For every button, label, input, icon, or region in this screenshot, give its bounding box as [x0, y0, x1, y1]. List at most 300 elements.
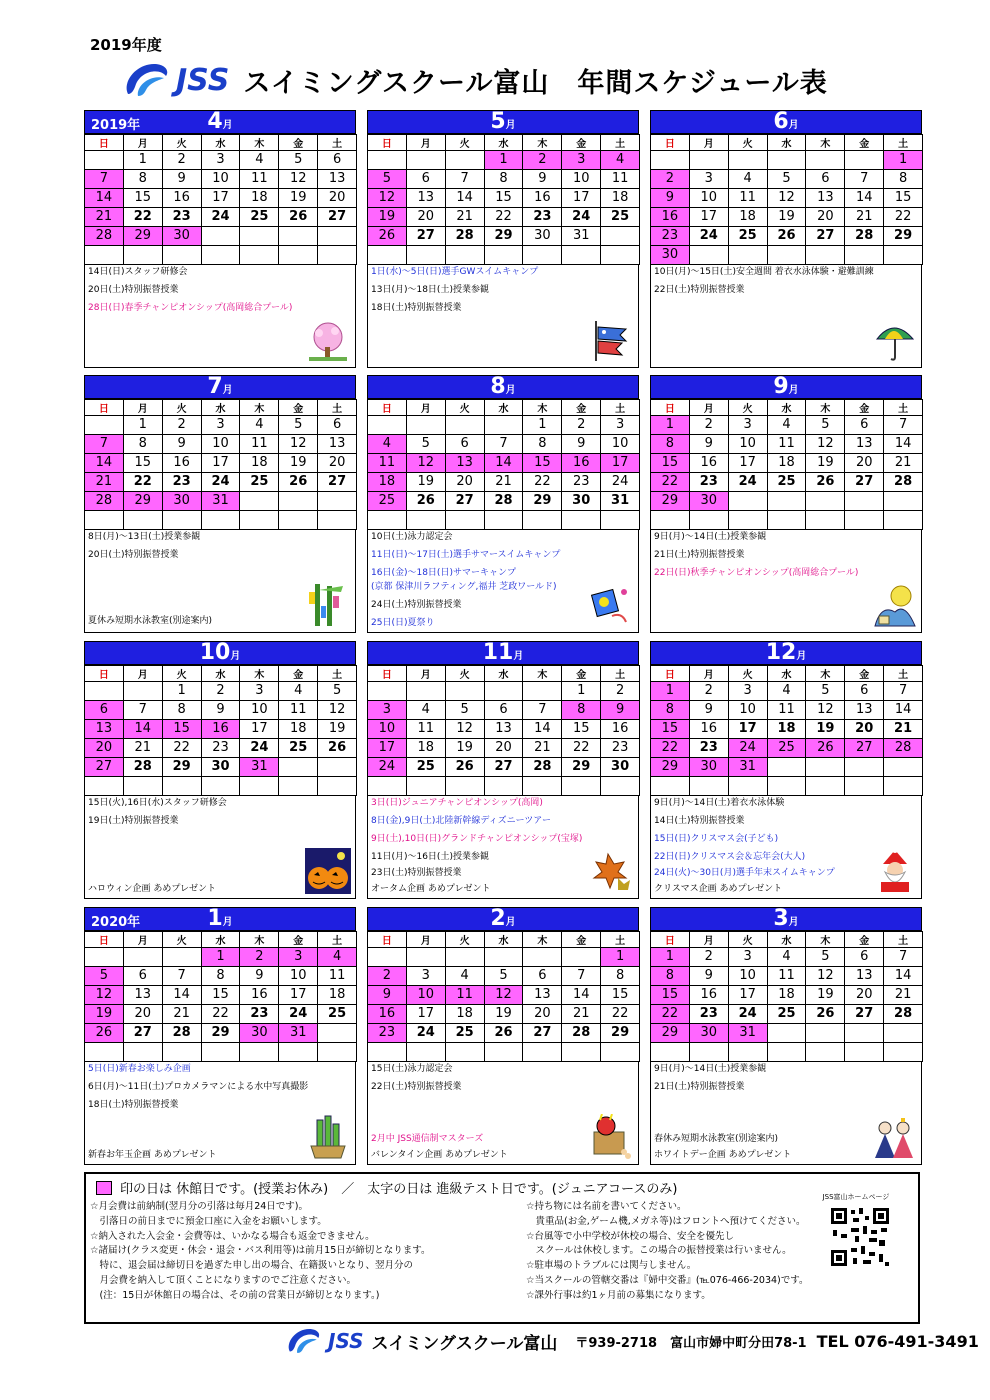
- week-row: [85, 208, 357, 227]
- day-cell: 21: [884, 986, 923, 1005]
- day-cell: [406, 246, 445, 265]
- day-cell: [767, 246, 806, 265]
- day-cell: 12: [279, 170, 318, 189]
- weekday-header: 火: [445, 932, 484, 948]
- day-cell: 10: [240, 701, 279, 720]
- day-cell: 6: [523, 967, 562, 986]
- day-cell: 13: [845, 435, 884, 454]
- day-cell: 4: [601, 151, 640, 170]
- month-header: [650, 110, 922, 134]
- day-cell: [368, 682, 407, 701]
- week-row: [651, 1005, 923, 1024]
- day-cell: 18: [767, 986, 806, 1005]
- day-cell: 26: [279, 208, 318, 227]
- month-day-table: [367, 399, 640, 530]
- day-cell: 16: [689, 454, 728, 473]
- day-cell: 8: [123, 435, 162, 454]
- weekday-header: 金: [562, 932, 601, 948]
- day-cell: 21: [162, 1005, 201, 1024]
- day-cell: 4: [368, 435, 407, 454]
- day-cell: 16: [523, 189, 562, 208]
- homepage-qr-code[interactable]: [822, 1192, 894, 1276]
- month-header: [367, 907, 639, 931]
- day-cell: 16: [368, 1005, 407, 1024]
- day-cell: [406, 511, 445, 530]
- day-cell: 16: [689, 986, 728, 1005]
- day-cell: 24: [406, 1024, 445, 1043]
- day-cell: [845, 246, 884, 265]
- day-cell: 13: [406, 189, 445, 208]
- event-note: 18日(土)特別振替授業: [371, 303, 462, 313]
- day-cell: [689, 1043, 728, 1062]
- weekday-header: 金: [845, 135, 884, 151]
- day-cell: 19: [445, 739, 484, 758]
- day-cell: [728, 511, 767, 530]
- day-cell: 18: [601, 189, 640, 208]
- day-cell: 27: [85, 758, 124, 777]
- week-row: [368, 967, 640, 986]
- day-cell: 23: [162, 473, 201, 492]
- day-cell: 19: [806, 986, 845, 1005]
- weekday-header: 土: [884, 400, 923, 416]
- rule-line: 特に、退会届は締切日を過ぎた申し出の場合、在籍扱いとなり、翌月分の: [90, 1260, 414, 1272]
- month-day-table: [84, 665, 357, 796]
- day-cell: 27: [845, 473, 884, 492]
- day-cell: [240, 246, 279, 265]
- day-cell: 17: [728, 986, 767, 1005]
- weekday-header: 月: [123, 400, 162, 416]
- day-cell: [123, 511, 162, 530]
- month-number: 6月: [773, 109, 799, 134]
- day-cell: 20: [318, 189, 357, 208]
- month-calendar-4: [84, 110, 356, 368]
- day-cell: 26: [279, 473, 318, 492]
- event-note: 16日(金)～18日(日)サマーキャンプ: [371, 568, 516, 578]
- day-cell: 20: [845, 454, 884, 473]
- autumn-leaves-icon: [588, 848, 634, 894]
- day-cell: 18: [368, 473, 407, 492]
- day-cell: 19: [279, 189, 318, 208]
- week-row: [368, 511, 640, 530]
- day-cell: [484, 246, 523, 265]
- day-cell: 4: [767, 948, 806, 967]
- day-cell: 20: [123, 1005, 162, 1024]
- day-cell: [406, 416, 445, 435]
- day-cell: 29: [484, 227, 523, 246]
- day-cell: [484, 777, 523, 796]
- week-row: [85, 454, 357, 473]
- event-note: 22日(土)特別振替授業: [654, 285, 745, 295]
- day-cell: 3: [728, 948, 767, 967]
- day-cell: 28: [123, 758, 162, 777]
- event-note: 15日(火),16日(水)スタッフ研修会: [88, 798, 227, 808]
- day-cell: 10: [201, 170, 240, 189]
- day-cell: 19: [406, 473, 445, 492]
- day-cell: 5: [406, 435, 445, 454]
- event-note: 8日(金),9日(土)北陸新幹線ディズニーツアー: [371, 816, 552, 826]
- day-cell: 22: [562, 739, 601, 758]
- event-note: 6日(月)～11日(土)プロカメラマンによる水中写真撮影: [88, 1082, 309, 1092]
- weekday-header: 火: [728, 666, 767, 682]
- day-cell: 21: [123, 739, 162, 758]
- day-cell: 11: [279, 701, 318, 720]
- day-cell: 17: [368, 739, 407, 758]
- footer-school-name: スイミングスクール富山: [371, 1333, 558, 1354]
- month-number: 11月: [482, 640, 524, 665]
- week-row: [651, 720, 923, 739]
- day-cell: 26: [806, 1005, 845, 1024]
- week-row: [651, 492, 923, 511]
- day-cell: 8: [562, 701, 601, 720]
- day-cell: [884, 1043, 923, 1062]
- day-cell: 5: [279, 151, 318, 170]
- day-cell: 31: [279, 1024, 318, 1043]
- day-cell: [689, 151, 728, 170]
- week-row: [368, 151, 640, 170]
- day-cell: 7: [162, 967, 201, 986]
- day-cell: 1: [201, 948, 240, 967]
- day-cell: 9: [162, 170, 201, 189]
- month-number: 7月: [207, 374, 233, 399]
- event-note: 15日(土)泳力認定会: [371, 1064, 453, 1074]
- day-cell: 19: [85, 1005, 124, 1024]
- month-number: 4月: [207, 109, 233, 134]
- day-cell: 26: [368, 227, 407, 246]
- footer-phone[interactable]: TEL 076-491-3491: [816, 1331, 979, 1351]
- event-note: 1日(水)～5日(日)選手GWスイムキャンプ: [371, 267, 539, 277]
- weekday-header: 月: [123, 932, 162, 948]
- day-cell: 15: [123, 189, 162, 208]
- day-cell: 24: [368, 758, 407, 777]
- day-cell: 21: [85, 208, 124, 227]
- day-cell: 18: [767, 454, 806, 473]
- day-cell: 10: [728, 967, 767, 986]
- day-cell: [368, 1043, 407, 1062]
- day-cell: 5: [445, 701, 484, 720]
- month-calendar-6: [650, 110, 922, 368]
- month-notes: [84, 529, 356, 633]
- day-cell: [368, 246, 407, 265]
- day-cell: 9: [601, 701, 640, 720]
- rule-line: ☆当スクールの管轄交番は『婦中交番』(℡076-466-2034)です。: [526, 1274, 809, 1286]
- day-cell: 1: [562, 682, 601, 701]
- day-cell: 13: [123, 986, 162, 1005]
- day-cell: 1: [123, 416, 162, 435]
- day-cell: [445, 246, 484, 265]
- day-cell: 22: [651, 473, 690, 492]
- day-cell: 30: [240, 1024, 279, 1043]
- weekday-header: 水: [484, 932, 523, 948]
- day-cell: 1: [484, 151, 523, 170]
- day-cell: 5: [806, 948, 845, 967]
- month-header: [84, 907, 356, 931]
- event-note: 10日(土)泳力認定会: [371, 532, 453, 542]
- day-cell: [484, 416, 523, 435]
- day-cell: 9: [162, 435, 201, 454]
- week-row: [85, 511, 357, 530]
- day-cell: [651, 511, 690, 530]
- week-row: [85, 227, 357, 246]
- day-cell: 9: [562, 435, 601, 454]
- day-cell: 30: [689, 1024, 728, 1043]
- day-cell: 26: [318, 739, 357, 758]
- week-row: [651, 454, 923, 473]
- day-cell: 23: [240, 1005, 279, 1024]
- day-cell: 5: [279, 416, 318, 435]
- day-cell: 18: [318, 986, 357, 1005]
- day-cell: 30: [523, 227, 562, 246]
- day-cell: 9: [201, 701, 240, 720]
- day-cell: [728, 151, 767, 170]
- week-row: [651, 473, 923, 492]
- month-notes: [367, 264, 639, 368]
- day-cell: 27: [406, 227, 445, 246]
- legend-box: [84, 1172, 920, 1324]
- day-cell: [406, 948, 445, 967]
- weekday-header: 木: [806, 666, 845, 682]
- weekday-header: 月: [689, 932, 728, 948]
- week-row: [651, 208, 923, 227]
- day-cell: 14: [484, 454, 523, 473]
- day-cell: 20: [318, 454, 357, 473]
- day-cell: [445, 948, 484, 967]
- day-cell: [85, 948, 124, 967]
- day-cell: 26: [767, 227, 806, 246]
- day-cell: 25: [240, 208, 279, 227]
- month-number: 8月: [490, 374, 516, 399]
- day-cell: 31: [562, 227, 601, 246]
- cherry-blossom-icon: [305, 317, 351, 363]
- day-cell: 17: [240, 720, 279, 739]
- weekday-header: 土: [318, 135, 357, 151]
- day-cell: 17: [728, 454, 767, 473]
- day-cell: 6: [845, 948, 884, 967]
- day-cell: [318, 758, 357, 777]
- day-cell: [201, 511, 240, 530]
- day-cell: 15: [651, 986, 690, 1005]
- day-cell: 7: [85, 435, 124, 454]
- day-cell: 28: [845, 227, 884, 246]
- rule-line: ☆持ち物には名前を書いてください。: [526, 1201, 687, 1212]
- day-cell: 8: [523, 435, 562, 454]
- day-cell: [884, 758, 923, 777]
- month-number: 12月: [765, 640, 807, 665]
- day-cell: 31: [601, 492, 640, 511]
- day-cell: 7: [484, 435, 523, 454]
- day-cell: [651, 1043, 690, 1062]
- page-header: [120, 58, 828, 102]
- event-note: 9日(土),10日(日)グランドチャンピオンシップ(宝塚): [371, 834, 583, 844]
- day-cell: 27: [845, 1005, 884, 1024]
- weekday-header: 日: [85, 932, 124, 948]
- day-cell: 22: [884, 208, 923, 227]
- month-notes: [84, 1061, 356, 1165]
- day-cell: 1: [162, 682, 201, 701]
- event-note: 10日(月)～15日(土)安全週間 着衣水泳体験・避難訓練: [654, 267, 874, 277]
- day-cell: 28: [884, 473, 923, 492]
- weekday-header: 日: [85, 666, 124, 682]
- week-row: [651, 948, 923, 967]
- weekday-header: 水: [767, 666, 806, 682]
- day-cell: 11: [240, 170, 279, 189]
- day-cell: [201, 227, 240, 246]
- day-cell: 28: [445, 227, 484, 246]
- weekday-header: 日: [85, 400, 124, 416]
- day-cell: [368, 151, 407, 170]
- day-cell: 2: [162, 416, 201, 435]
- day-cell: 6: [806, 170, 845, 189]
- day-cell: 29: [162, 758, 201, 777]
- day-cell: 23: [689, 473, 728, 492]
- day-cell: 19: [318, 720, 357, 739]
- day-cell: 27: [123, 1024, 162, 1043]
- day-cell: 6: [318, 416, 357, 435]
- day-cell: 24: [240, 739, 279, 758]
- day-cell: 2: [651, 170, 690, 189]
- rule-line: スクールは休校します。この場合の振替授業は行いません。: [526, 1245, 792, 1257]
- day-cell: [162, 1043, 201, 1062]
- day-cell: 21: [523, 739, 562, 758]
- day-cell: 4: [240, 416, 279, 435]
- day-cell: [523, 511, 562, 530]
- month-day-table: [367, 931, 640, 1062]
- day-cell: 15: [651, 720, 690, 739]
- day-cell: 20: [484, 739, 523, 758]
- day-cell: 11: [601, 170, 640, 189]
- day-cell: 9: [240, 967, 279, 986]
- month-day-table: [367, 134, 640, 265]
- day-cell: 26: [406, 492, 445, 511]
- day-cell: 12: [445, 720, 484, 739]
- day-cell: 6: [318, 151, 357, 170]
- day-cell: [806, 758, 845, 777]
- day-cell: 12: [406, 454, 445, 473]
- weekday-header: 金: [279, 932, 318, 948]
- week-row: [651, 246, 923, 265]
- setsubun-icon: [588, 1114, 634, 1160]
- weekday-header: 火: [445, 666, 484, 682]
- day-cell: 29: [651, 1024, 690, 1043]
- weekday-header: 火: [162, 135, 201, 151]
- day-cell: 28: [562, 1024, 601, 1043]
- day-cell: 18: [279, 720, 318, 739]
- day-cell: [445, 151, 484, 170]
- day-cell: [484, 511, 523, 530]
- day-cell: [601, 227, 640, 246]
- day-cell: [601, 777, 640, 796]
- weekday-header: 火: [162, 666, 201, 682]
- weekday-header: 土: [884, 135, 923, 151]
- weekday-header: 木: [523, 932, 562, 948]
- day-cell: [562, 511, 601, 530]
- day-cell: 14: [85, 189, 124, 208]
- weekday-header: 土: [601, 666, 640, 682]
- weekday-header: 木: [806, 400, 845, 416]
- day-cell: 24: [601, 473, 640, 492]
- day-cell: [523, 1043, 562, 1062]
- day-cell: [368, 416, 407, 435]
- event-note: 9日(月)～14日(土)授業参観: [654, 532, 767, 542]
- month-day-table: [650, 399, 923, 530]
- day-cell: 23: [201, 739, 240, 758]
- day-cell: 2: [240, 948, 279, 967]
- day-cell: 3: [601, 416, 640, 435]
- day-cell: 23: [562, 473, 601, 492]
- weekday-header: 水: [484, 666, 523, 682]
- weekday-header: 金: [845, 400, 884, 416]
- day-cell: [406, 682, 445, 701]
- week-row: [368, 454, 640, 473]
- day-cell: 9: [689, 967, 728, 986]
- rule-line: 月会費を納入して頂くことになりますのでご注意ください。: [90, 1274, 357, 1286]
- day-cell: 17: [562, 189, 601, 208]
- month-notes: [367, 1061, 639, 1165]
- day-cell: 5: [806, 416, 845, 435]
- week-row: [85, 416, 357, 435]
- weekday-header: 日: [651, 932, 690, 948]
- rules-left-column: [90, 1200, 430, 1304]
- day-cell: [85, 246, 124, 265]
- day-cell: [318, 227, 357, 246]
- week-row: [368, 227, 640, 246]
- day-cell: 9: [689, 701, 728, 720]
- day-cell: 17: [601, 454, 640, 473]
- weekday-header: 水: [484, 135, 523, 151]
- day-cell: 28: [484, 492, 523, 511]
- rule-line: (注：15日が休館日の場合は、その前の営業日が締切となります。): [90, 1289, 380, 1301]
- fiscal-year-label: 2019年度: [90, 36, 162, 54]
- weekday-header: 水: [484, 400, 523, 416]
- day-cell: 15: [484, 189, 523, 208]
- day-cell: 15: [562, 720, 601, 739]
- day-cell: 28: [884, 739, 923, 758]
- day-cell: 20: [85, 739, 124, 758]
- event-note: バレンタイン企画 あめプレゼント: [371, 1150, 508, 1160]
- day-cell: 28: [162, 1024, 201, 1043]
- day-cell: [689, 511, 728, 530]
- day-cell: 3: [406, 967, 445, 986]
- month-calendar-9: [650, 375, 922, 633]
- day-cell: 29: [651, 492, 690, 511]
- day-cell: 10: [279, 967, 318, 986]
- day-cell: [123, 682, 162, 701]
- day-cell: 6: [845, 682, 884, 701]
- day-cell: 16: [562, 454, 601, 473]
- day-cell: 26: [445, 758, 484, 777]
- day-cell: 25: [318, 1005, 357, 1024]
- day-cell: 31: [728, 758, 767, 777]
- day-cell: 11: [767, 435, 806, 454]
- day-cell: 3: [279, 948, 318, 967]
- day-cell: [445, 682, 484, 701]
- day-cell: [562, 246, 601, 265]
- day-cell: [845, 151, 884, 170]
- week-row: [651, 701, 923, 720]
- weekday-header: 金: [562, 666, 601, 682]
- day-cell: 15: [201, 986, 240, 1005]
- event-note: 新春お年玉企画 あめプレゼント: [88, 1150, 217, 1160]
- day-cell: 8: [884, 170, 923, 189]
- day-cell: 5: [368, 170, 407, 189]
- day-cell: 6: [445, 435, 484, 454]
- day-cell: 14: [845, 189, 884, 208]
- day-cell: [884, 511, 923, 530]
- week-row: [85, 189, 357, 208]
- weekday-header: 土: [884, 666, 923, 682]
- day-cell: 4: [728, 170, 767, 189]
- event-note: 2月中 JSS通信制マスターズ: [371, 1134, 484, 1144]
- weekday-header: 木: [240, 932, 279, 948]
